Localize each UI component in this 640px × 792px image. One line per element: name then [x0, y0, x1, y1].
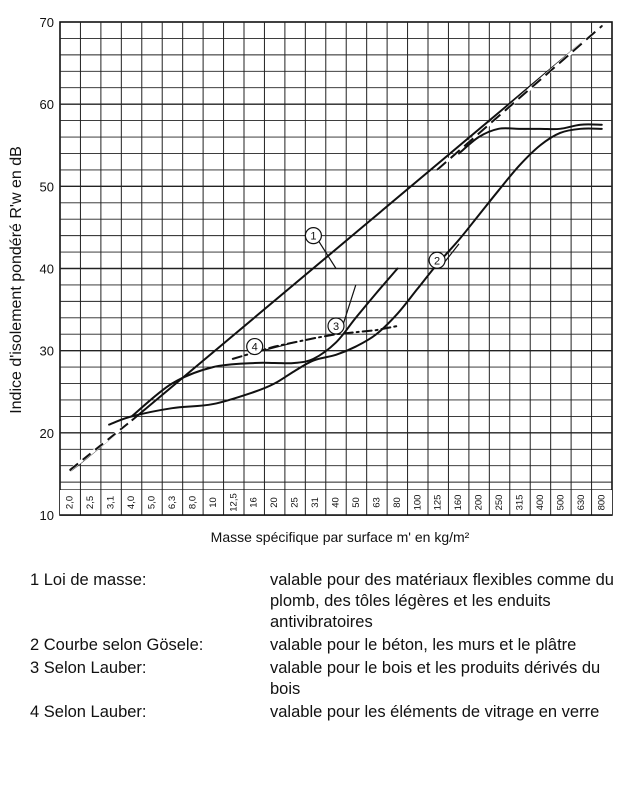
x-tick-label: 5,0	[146, 495, 158, 510]
x-tick-label: 250	[494, 494, 506, 511]
x-tick-label: 25	[289, 497, 301, 508]
x-tick-label: 160	[453, 494, 465, 511]
annotation-label: 2	[434, 255, 441, 268]
legend-description: valable pour des matériaux flexibles comme du plomb, des tôles légères et les enduits antivibratoires	[270, 571, 614, 631]
y-tick-label: 30	[39, 343, 54, 359]
legend-key: 4 Selon Lauber:	[30, 703, 147, 721]
y-tick-labels	[40, 15, 54, 523]
x-tick-label: 800	[596, 494, 608, 511]
y-tick-label: 70	[39, 15, 54, 30]
y-axis-label: Indice d'isolement pondéré R'w en dB	[8, 146, 25, 414]
x-tick-label: 315	[514, 494, 526, 511]
y-tick-label: 40	[39, 261, 54, 277]
x-tick-label: 630	[575, 494, 587, 511]
legend-entry-3	[30, 658, 630, 700]
x-tick-label: 4,0	[126, 495, 138, 510]
x-tick-label: 80	[391, 497, 403, 508]
legend-key: 1 Loi de masse:	[30, 571, 147, 589]
x-tick-label: 63	[371, 497, 383, 508]
x-tick-label: 2,0	[64, 495, 76, 510]
legend-description: valable pour les éléments de vitrage en verre	[270, 703, 600, 721]
legend-description: valable pour le béton, les murs et le plâtre	[270, 636, 577, 654]
y-tick-label: 50	[39, 179, 54, 195]
x-tick-label: 200	[473, 494, 485, 511]
legend-description: valable pour le bois et les produits dérivés du bois	[270, 659, 601, 698]
annotation-label: 3	[332, 321, 340, 334]
annotation-label: 4	[251, 341, 258, 354]
x-tick-label: 16	[248, 497, 260, 508]
legend-entry-4	[30, 702, 630, 723]
x-tick-label: 6,3	[166, 495, 178, 510]
legend-key: 2 Courbe selon Gösele:	[30, 636, 204, 654]
x-tick-label: 50	[350, 497, 362, 508]
x-tick-label: 40	[330, 497, 342, 508]
y-tick-label: 20	[39, 425, 54, 441]
x-tick-label: 12,5	[228, 493, 240, 512]
legend-entry-1	[30, 570, 630, 633]
x-tick-label: 2,5	[85, 495, 97, 510]
y-tick-label: 10	[39, 508, 54, 523]
legend-key: 3 Selon Lauber:	[30, 659, 147, 677]
x-tick-label: 400	[534, 494, 546, 511]
x-tick-label: 8,0	[187, 495, 199, 510]
x-tick-label: 31	[310, 497, 322, 508]
series-1-line	[70, 26, 602, 470]
annotation-leader	[318, 241, 336, 269]
x-tick-label: 3,1	[105, 495, 117, 510]
series-lines	[70, 26, 602, 470]
chart-legend	[30, 570, 630, 725]
x-axis-label: Masse spécifique par surface m' en kg/m²	[210, 529, 470, 545]
x-tick-label: 125	[432, 494, 444, 511]
x-tick-label: 20	[269, 497, 281, 508]
x-tick-label: 100	[412, 494, 424, 511]
curve-annotations	[247, 228, 459, 355]
x-tick-label: 10	[207, 497, 219, 508]
legend-entry-2	[30, 635, 630, 656]
y-tick-label: 60	[39, 97, 54, 113]
x-tick-label: 500	[555, 494, 567, 511]
annotation-label: 1	[310, 230, 317, 243]
